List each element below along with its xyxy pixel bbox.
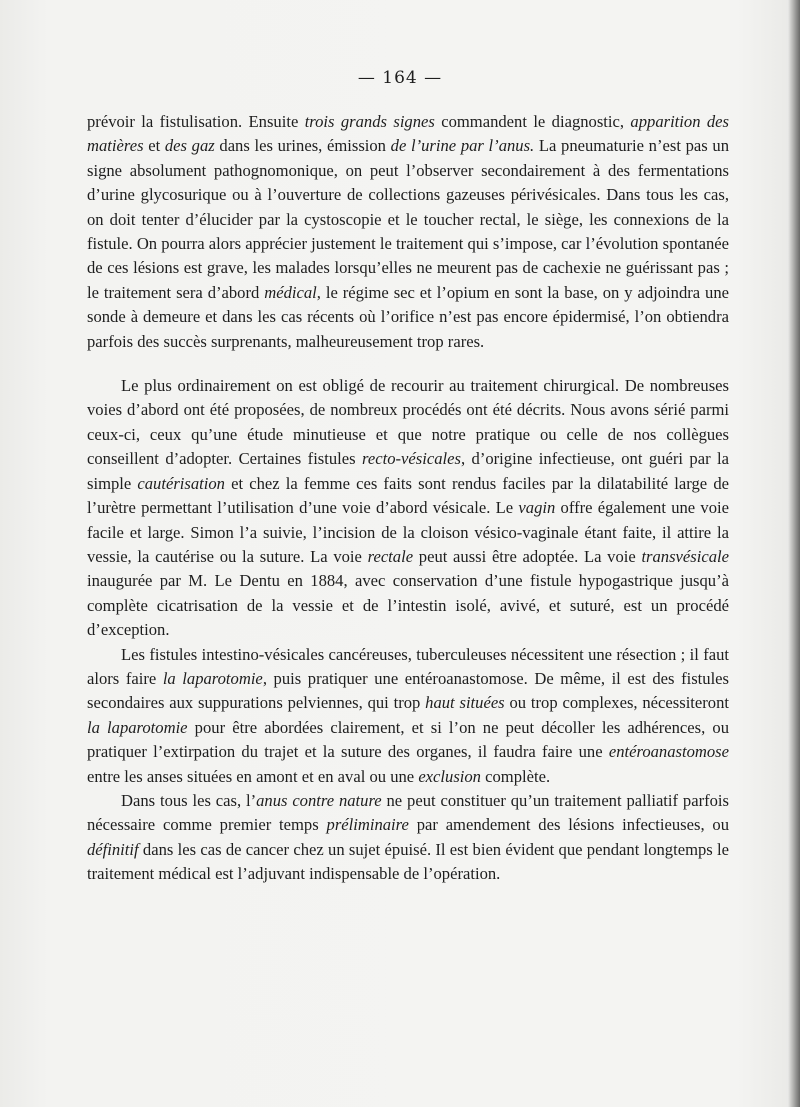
paragraph-3 [87, 643, 729, 789]
text-run: , le régime sec et l’opium en sont la base, on y adjoindra une sonde à demeure et dans les cas récents où l’orifice n’est pas encore épidermisé, l’on obtiendra parfois des succès surprenants, malheureusement trop rares. [87, 282, 730, 351]
italic-run: haut situées [425, 693, 505, 713]
italic-run: la laparotomie [162, 668, 263, 688]
italic-run: transvésicale [641, 546, 729, 566]
page-number: — 164 — [357, 68, 443, 88]
text-run: La pneumaturie n’est pas un signe absolument pathognomonique, on peut l’observer secondairement à des fermentations d’urine glycosurique ou à l’ouverture de collections gazeuses périvésicales. Dans tous les cas, on doit tenter d’élucider par la cystoscopie et le toucher rectal, le siège, les connexions de la fistule. On pourra alors apprécier justement le traitement qui s’impose, car l’évolution spontanée de ces lésions est grave, les malades lorsqu’elles ne meurent pas de cachexie ne guérissant pas ; le traitement sera d’abord [87, 136, 729, 302]
paragraph-4 [87, 789, 729, 887]
text-run: pour être abordées clairement, et si l’on ne peut décoller les adhérences, ou pratiquer l’extirpation du trajet et la suture des organes, il faudra faire une [87, 717, 729, 762]
italic-run: entéroanastomose [608, 742, 729, 762]
text-run: offre également une voie facile et large. Simon l’a suivie, l’incision de la cloison vésico-vaginale étant faite, il attire la vessie, la cautérise ou la suture. La voie [87, 498, 729, 566]
body-text [87, 110, 729, 887]
text-run: par amendement des lésions infectieuses, ou [408, 815, 730, 835]
italic-run: préliminaire [326, 815, 409, 835]
text-run: et chez la femme ces faits sont rendus faciles par la dilatabilité large de l’urètre permettant l’utilisation d’une voie d’abord vésicale. Le [87, 473, 729, 518]
italic-run: rectale [367, 546, 414, 566]
text-run: complète. [480, 766, 551, 786]
paragraph-gap [87, 354, 729, 374]
text-run: Dans tous les cas, l’ [121, 790, 257, 810]
text-run: Les fistules intestino-vésicales cancéreuses, tuberculeuses nécessitent une résection ; il faut alors faire [87, 644, 729, 688]
italic-run: trois grands signes [304, 112, 435, 131]
text-run: entre les anses situées en amont et en aval ou une [87, 766, 419, 786]
italic-run: médical [264, 282, 317, 302]
italic-run: exclusion [418, 766, 481, 786]
text-run: dans les cas de cancer chez un sujet épuisé. Il est bien évident que pendant longtemps le traitement médical est l’adjuvant indispensable de l’opération. [87, 839, 729, 884]
italic-run: recto-vésicales [362, 449, 461, 469]
italic-run: la laparotomie [87, 717, 188, 737]
text-run: ne peut constituer qu’un traitement palliatif parfois nécessaire comme premier temps [87, 790, 729, 835]
text-run: inaugurée par M. Le Dentu en 1884, avec conservation d’une fistule hypogastrique jusqu’à complète cicatrisation de la vessie et de l’intestin isolé, avivé, et suturé, est un procédé d’exception. [87, 571, 729, 640]
italic-run: anus contre nature [256, 790, 382, 810]
italic-run: cautérisation [137, 473, 225, 493]
text-run: peut aussi être adoptée. La voie [413, 546, 642, 566]
paragraph-1 [87, 110, 729, 354]
paragraph-2 [87, 374, 729, 642]
scan-edge-shadow [788, 0, 800, 1107]
italic-run: des gaz [164, 136, 215, 156]
text-run: commandent le diagnostic, [434, 112, 631, 131]
text-run: dans les urines, émission [214, 136, 391, 156]
text-run: Le plus ordinairement on est obligé de recourir au traitement chirurgical. De nombreuses voies d’abord ont été proposées, de nombreux procédés ont été décrits. Nous avons sérié parmi ceux-ci, ceux qu’une étude minutieuse et que notre pratique ou celle de nos collègues conseillent d’adopter. Certaines fistules [87, 376, 729, 469]
text-run: et [143, 136, 165, 156]
italic-run: définitif [87, 839, 139, 859]
text-run: ou trop complexes, nécessiteront [504, 693, 730, 713]
italic-run: de l’urine par l’anus. [390, 136, 535, 156]
text-run: , d’origine infectieuse, ont guéri par la simple [87, 449, 730, 493]
italic-run: apparition des matières [87, 112, 729, 156]
text-run: , puis pratiquer une entéroanastomose. De même, il est des fistules secondaires aux suppurations pelviennes, qui trop [87, 668, 730, 713]
text-run: prévoir la fistulisation. Ensuite [87, 112, 305, 131]
italic-run: vagin [518, 498, 556, 518]
